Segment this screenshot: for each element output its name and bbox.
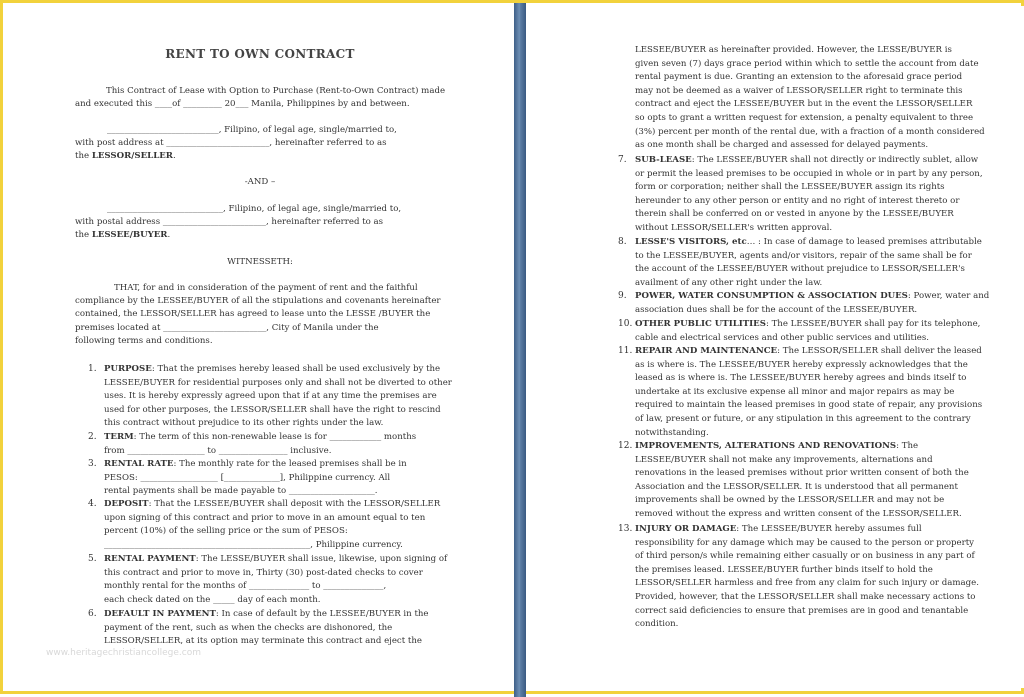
list-item-line: improvements shall be owned by the LESSOR/SELLER and may not be [635,495,945,506]
paragraph-line: WITNESSETH: [227,257,293,267]
paragraph-line: with postal address ________________________, hereinafter referred to as [75,217,384,227]
list-item-line: this contract and prior to move in, Thirty (30) post-dated checks to cover [104,567,423,578]
list-item-line: undertake at its exclusive expense all minor and major repairs as may be [635,386,955,397]
paragraph-line: LESSEE/BUYER as hereinafter provided. However, the LESSE/BUYER is [635,45,952,55]
list-item-line: this contract without prejudice to its other rights under the law. [104,418,384,429]
list-item-heading-line: POWER, WATER CONSUMPTION & ASSOCIATION DUES: Power, water and [635,291,990,301]
list-item-line: LESSEE/BUYER for residential purposes only and shall not be diverted to other [104,377,452,388]
paragraph-line: compliance by the LESSEE/BUYER of all the stipulations and covenants hereinafter [75,296,441,306]
list-item-line: as is where is. The LESSEE/BUYER hereby expressly acknowledges that the [635,359,968,370]
list-item-line: or permit the leased premises to be occupied in whole or in part by any person, [635,168,983,179]
list-item-line: correct said deficiencies to ensure that premises are in good and tenantable [635,605,969,616]
list-item-line: monthly rental for the months of ______________ to ______________, [104,581,387,592]
list-number: 4. [88,499,97,509]
paragraph-line: contract and eject the LESSEE/BUYER but in the event the LESSOR/SELLER [635,99,973,110]
list-item-heading-line: TERM: The term of this non-renewable lease is for ____________ months [104,432,417,442]
list-item-heading-line: INJURY OR DAMAGE: The LESSEE/BUYER hereby assumes full [635,524,922,534]
list-item-line: PESOS: __________________ [_____________], Philippine currency. All [104,472,391,483]
list-item-line: Association and the LESSOR/SELLER. It is understood that all permanent [635,481,958,492]
paragraph-line: following terms and conditions. [75,336,213,346]
list-item-line: Provided, however, that the LESSOR/SELLER shall make necessary actions to [635,592,976,602]
list-item-heading-line: DEPOSIT: That the LESSEE/BUYER shall deposit with the LESSOR/SELLER [104,499,441,509]
list-number: 10. [618,319,633,329]
paragraph-line: with post address at ________________________, hereinafter referred to as [75,138,387,148]
list-item-line: of third person/s while remaining either casually or on business in any part of [635,551,975,562]
paragraph-line: -AND – [244,177,276,187]
list-item-line: renovations in the leased premises without prior written consent of both the [635,468,969,479]
list-item-line: percent (10%) of the selling price or the sum of PESOS: [104,526,348,537]
list-number: 9. [618,291,627,301]
list-item-line: LESSEE/BUYER shall not make any improvements, alternations and [635,454,933,465]
paragraph-line: THAT, for and in consideration of the payment of rent and the faithful [114,283,418,293]
list-item-line: removed without the express and written consent of the LESSOR/SELLER. [635,509,962,519]
list-item-line: leased as is where is. The LESSEE/BUYER hereby agrees and binds itself to [635,373,967,384]
list-item-line: condition. [635,619,679,630]
list-item-heading-line: SUB-LEASE: The LESSEE/BUYER shall not directly or indirectly sublet, allow [635,155,979,165]
list-item-line: responsibility for any damage which may be caused to the person or property [635,537,975,548]
watermark: www.heritagechristiancollege.com [46,648,201,658]
list-item-line: hereunder to any other person or entity and no right of interest thereto or [635,195,960,206]
list-item-line: used for other purposes, the LESSOR/SELLER shall have the right to rescind [104,404,441,415]
list-item-line: association dues shall be for the account of the LESSEE/BUYER. [635,304,918,315]
list-item-heading-line: REPAIR AND MAINTENANCE: The LESSOR/SELLER shall deliver the leased [635,346,982,356]
list-item-heading-line: LESSE'S VISITORS, etc… : In case of damage to leased premises attributable [635,237,982,247]
list-item-line: the premises leased. LESSEE/BUYER further binds itself to hold the [635,564,933,575]
paragraph-line: may not be deemed as a waiver of LESSOR/SELLER right to terminate this [635,85,963,96]
list-item-line: cable and electrical services and other public services and utilities. [635,332,929,343]
page-left[interactable] [6,6,514,688]
list-item-line: each check dated on the _____ day of each month. [104,594,321,605]
list-item-line: required to maintain the leased premises in good state of repair, any provisions [635,400,983,411]
list-item-line: uses. It is hereby expressly agreed upon that if at any time the premises are [104,391,437,402]
paragraph-line: given seven (7) days grace period within which to settle the account from date [635,58,979,69]
list-number: 1. [88,364,97,374]
list-item-heading-line: IMPROVEMENTS, ALTERATIONS AND RENOVATIONS: The [635,441,919,451]
paragraph-line: __________________________, Filipino, of legal age, single/married to, [107,125,397,135]
paragraph-line: This Contract of Lease with Option to Purchase (Rent-to-Own Contract) made [106,86,446,96]
list-item-line: of law, present or future, or any stipulation in this agreement to the contrary [635,414,971,424]
list-number: 8. [618,237,627,247]
list-item-line: to the LESSEE/BUYER, agents and/or visitors, repair of the same shall be for [635,250,972,261]
list-item-line: the account of the LESSEE/BUYER without prejudice to LESSOR/SELLER's [635,264,965,275]
paragraph-line: so opts to grant a written request for extension, a penalty equivalent to three [635,113,974,123]
paragraph-line: the LESSOR/SELLER. [75,151,176,161]
list-item-heading-line: RENTAL RATE: The monthly rate for the leased premises shall be in [104,459,407,469]
paragraph-line: as one month shall be charged and assessed for delayed payments. [635,140,929,151]
page-divider [514,3,526,697]
page-right[interactable] [526,6,1024,688]
list-number: 11. [618,346,633,356]
list-item-line: notwithstanding. [635,427,709,438]
list-number: 3. [88,459,97,469]
list-item-heading-line: OTHER PUBLIC UTILITIES: The LESSEE/BUYER shall pay for its telephone, [635,319,981,329]
list-number: 5. [88,554,97,564]
paragraph-line: the LESSEE/BUYER. [75,230,171,240]
list-item-line: rental payments shall be made payable to ____________________. [104,486,378,497]
list-item-line: without LESSOR/SELLER's written approval. [635,223,833,233]
paragraph-line: rental payment is due. Granting an extension to the aforesaid grace period [635,72,963,83]
list-item-line: LESSOR/SELLER harmless and free from any claim for such injury or damage. [635,578,979,589]
list-item-line: availment of any other right under the law. [635,277,823,288]
paragraph-line: and executed this ____of _________ 20___ Manila, Philippines by and between. [75,99,410,109]
paragraph-line: ___________________________, Filipino, of legal age, single/married to, [107,204,402,214]
list-number: 7. [618,155,627,165]
list-item-line: therein shall be conferred on or vested in anyone by the LESSEE/BUYER [635,209,954,220]
list-number: 13. [618,524,633,534]
list-item-line: form or corporation; neither shall the LESSEE/BUYER assign its rights [635,182,945,193]
list-item-heading-line: PURPOSE: That the premises hereby leased shall be used exclusively by the [104,364,441,374]
list-item-line: payment of the rent, such as when the checks are dishonored, the [104,622,393,633]
list-item-line: upon signing of this contract and prior to move in an amount equal to ten [104,512,426,523]
list-item-heading-line: DEFAULT IN PAYMENT: In case of default by the LESSEE/BUYER in the [104,609,429,619]
list-number: 2. [88,432,97,442]
list-number: 6. [88,609,97,619]
document-title: RENT TO OWN CONTRACT [165,47,355,61]
paragraph-line: premises located at ________________________, City of Manila under the [75,323,379,333]
paragraph-line: contained, the LESSOR/SELLER has agreed to lease unto the LESSE /BUYER the [75,309,431,319]
list-item-heading-line: RENTAL PAYMENT: The LESSE/BUYER shall issue, likewise, upon signing of [104,554,448,564]
list-number: 12. [618,441,633,451]
list-item-line: LESSOR/SELLER, at its option may terminate this contract and eject the [104,636,422,647]
list-item-line: ________________________________________________, Philippine currency. [104,539,403,550]
list-item-line: from __________________ to ________________ inclusive. [104,445,332,456]
paragraph-line: (3%) percent per month of the rental due, with a fraction of a month considered [635,126,985,137]
